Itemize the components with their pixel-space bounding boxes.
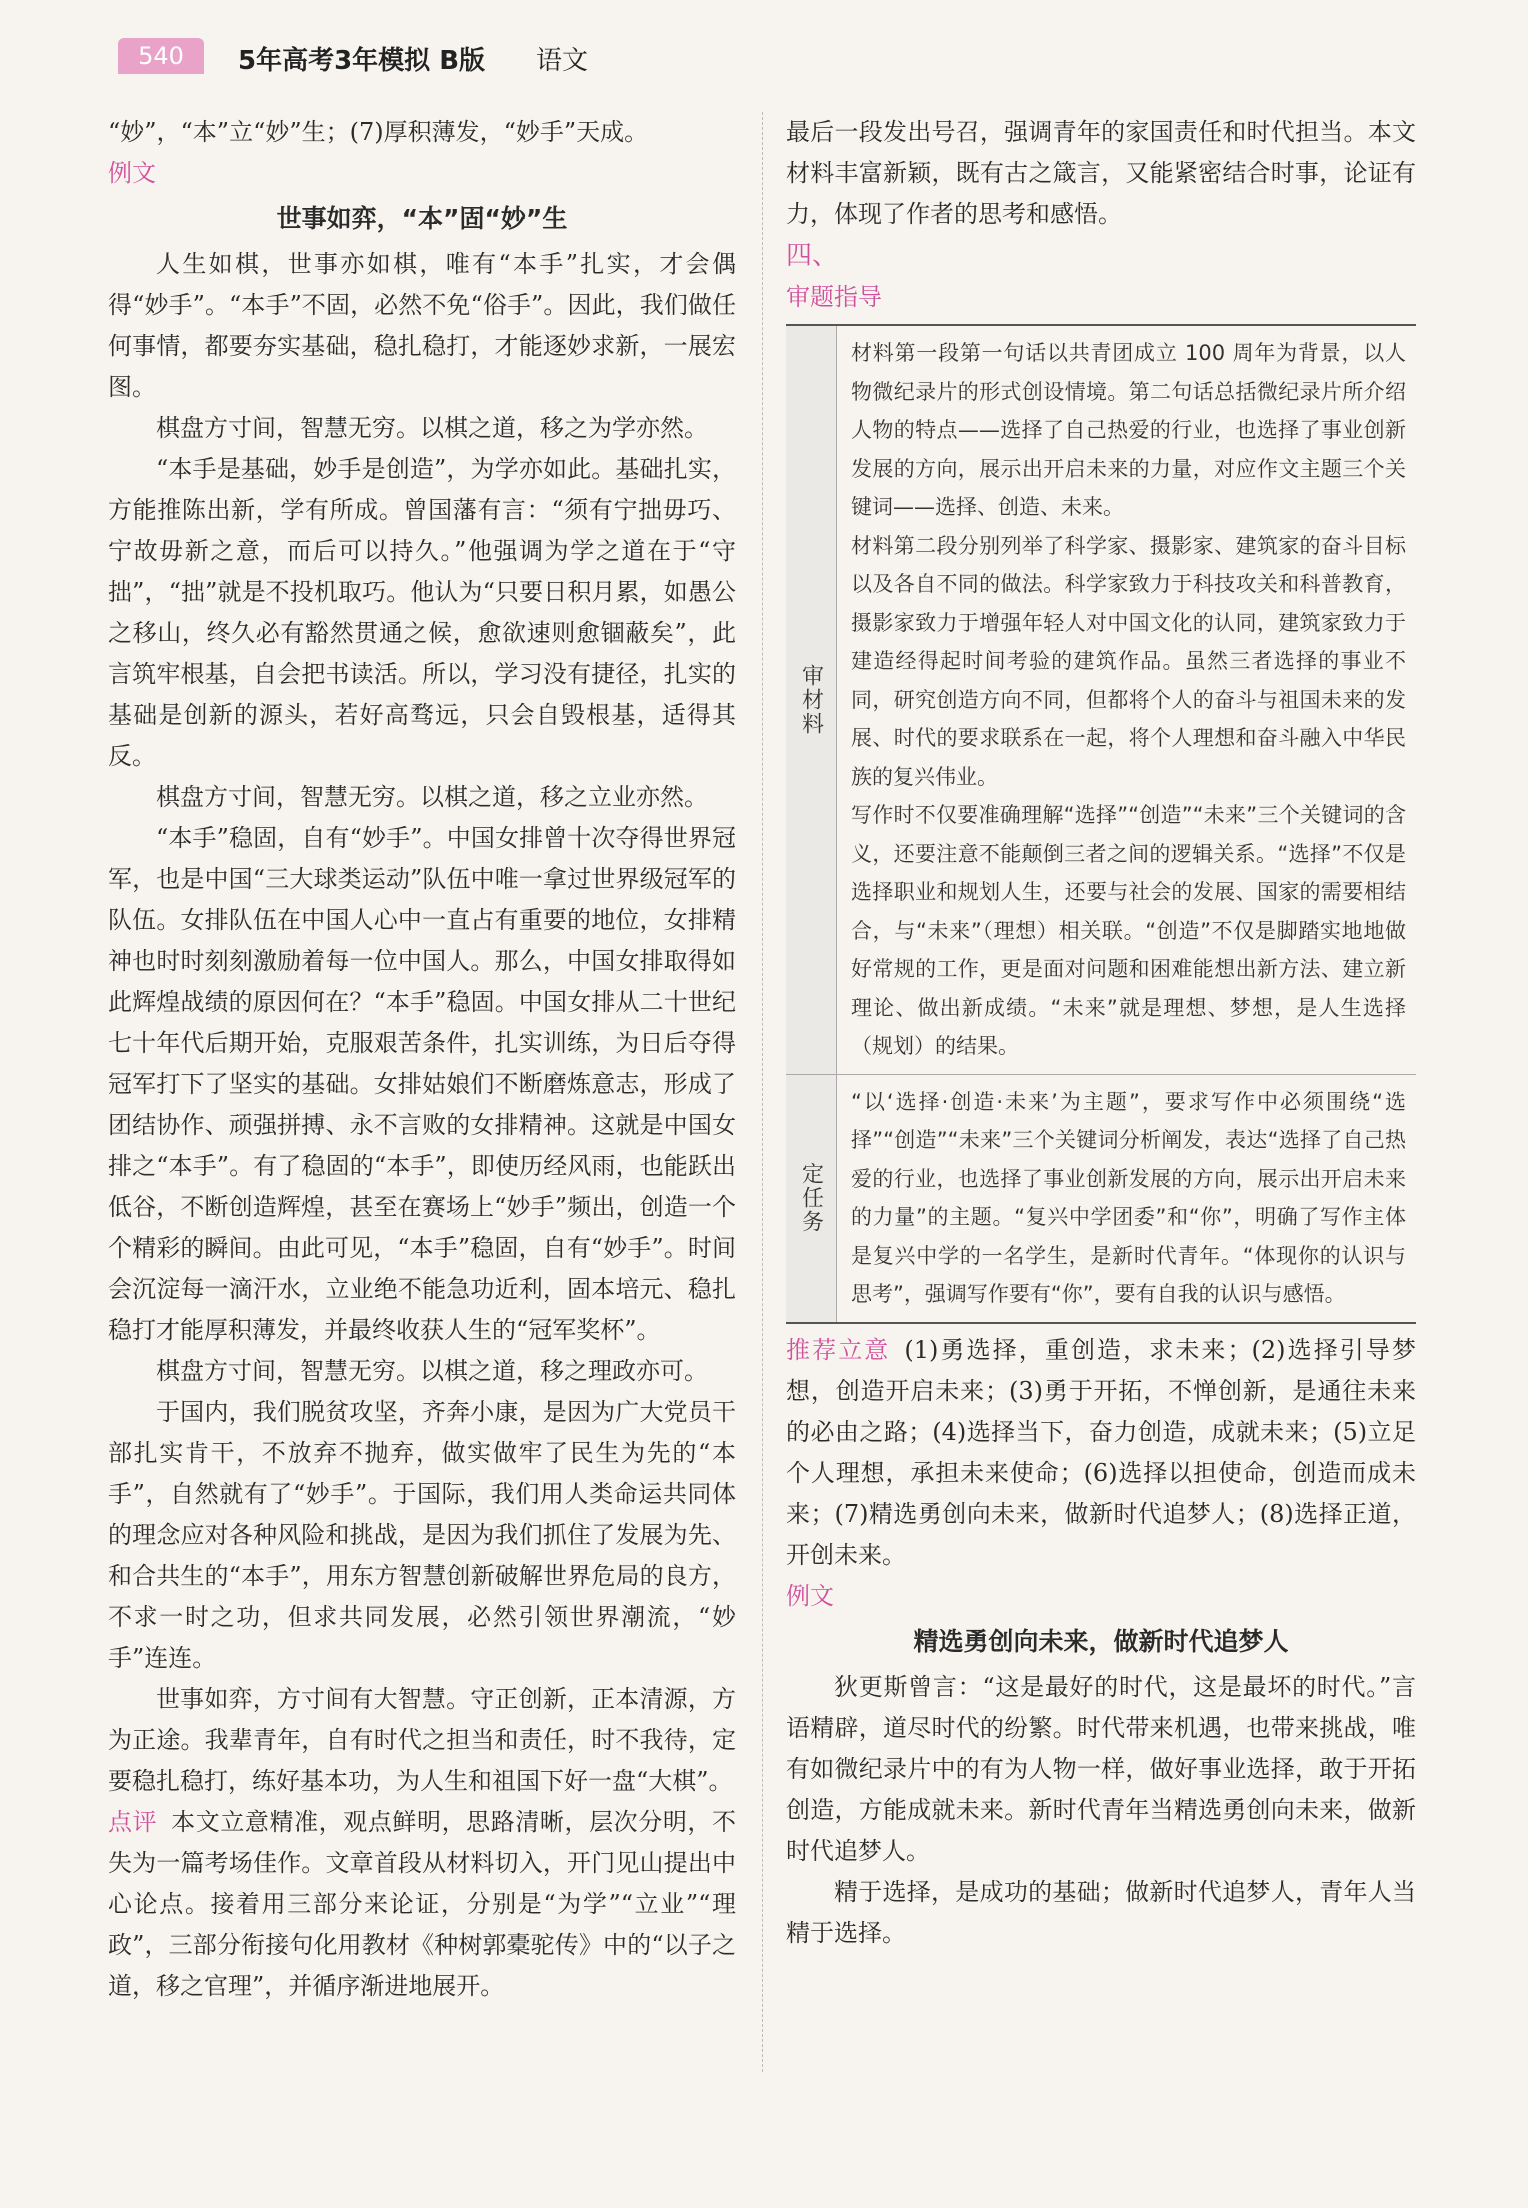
comment-continued: 最后一段发出号召，强调青年的家国责任和时代担当。本文材料丰富新颖，既有古之箴言，又能紧密结合时事，论证有力，体现了作者的思考和感悟。 xyxy=(786,118,1416,228)
essay-paragraph: 狄更斯曾言：“这是最好的时代，这是最坏的时代。”言语精辟，道尽时代的纷繁。时代带来机遇，也带来挑战，唯有如微纪录片中的有为人物一样，做好事业选择，敢于开拓创造，方能成就未来。新时代青年当精选勇创向未来，做新时代追梦人。 xyxy=(786,1672,1416,1865)
guide-body xyxy=(837,326,1416,1074)
comment-tag: 点评 xyxy=(108,1808,158,1836)
essay-paragraph: “本手是基础，妙手是创造”，为学亦如此。基础扎实，方能推陈出新，学有所成。曾国藩有言：“须有宁拙毋巧、宁故毋新之意，而后可以持久。”他强调为学之道在于“守拙”，“拙”就是不投机取巧。他认为“只要日积月累，如愚公之移山，终久必有豁然贯通之候，愈欲速则愈锢蔽矣”，此言筑牢根基，自会把书读活。所以，学习没有捷径，扎实的基础是创新的源头，若好高骛远，只会自毁根基，适得其反。 xyxy=(108,455,736,770)
comment-text: 本文立意精准，观点鲜明，思路清晰，层次分明，不失为一篇考场佳作。文章首段从材料切入，开门见山提出中心论点。接着用三部分来论证，分别是“为学”“立业”“理政”，三部分衔接句化用教材《种树郭橐驼传》中的“以子之道，移之官理”，并循序渐进地展开。 xyxy=(108,1808,737,2000)
essay-paragraph: 精于选择，是成功的基础；做新时代追梦人，青年人当精于选择。 xyxy=(786,1877,1416,1947)
essay-title: 世事如弈，“本”固“妙”生 xyxy=(276,204,568,233)
guide-table xyxy=(786,324,1416,1324)
essay-paragraph: 棋盘方寸间，智慧无穷。以棋之道，移之理政亦可。 xyxy=(156,1357,708,1385)
guide-row-material xyxy=(786,326,1416,1074)
essay-paragraph: 于国内，我们脱贫攻坚，齐奔小康，是因为广大党员干部扎实肯干，不放弃不抛弃，做实做牢了民生为先的“本手”，自然就有了“妙手”。于国际，我们用人类命运共同体的理念应对各种风险和挑战，是因为我们抓住了发展为先、和合共生的“本手”，用东方智慧创新破解世界危局的良方，不求一时之功，但求共同发展，必然引领世界潮流，“妙手”连连。 xyxy=(108,1398,736,1672)
guide-body xyxy=(837,1075,1416,1322)
page-header xyxy=(108,30,1428,86)
essay-paragraph: 棋盘方寸间，智慧无穷。以棋之道，移之立业亦然。 xyxy=(156,783,708,811)
page-number: 540 xyxy=(118,38,204,74)
guide-label: 审材料 xyxy=(786,326,837,1074)
recommend-tag: 推荐立意 xyxy=(786,1335,891,1364)
left-column xyxy=(108,112,736,2007)
intro-line: “妙”，“本”立“妙”生；(7)厚积薄发，“妙手”天成。 xyxy=(108,118,649,146)
guide-text: 材料第二段分别列举了科学家、摄影家、建筑家的奋斗目标以及各自不同的做法。科学家致力于科技攻关和科普教育，摄影家致力于增强年轻人对中国文化的认同，建筑家致力于建造经得起时间考验的建筑作品。虽然三者选择的事业不同，研究创造方向不同，但都将个人的奋斗与祖国未来的发展、时代的要求联系在一起，将个人理想和奋斗融入中华民族的复兴伟业。 xyxy=(851,533,1406,789)
guide-text: 材料第一段第一句话以共青团成立 100 周年为背景，以人物微纪录片的形式创设情境。第二句话总括微纪录片所介绍人物的特点——选择了自己热爱的行业，也选择了事业创新发展的方向，展示出开启未来的力量，对应作文主题三个关键词——选择、创造、未来。 xyxy=(851,341,1406,519)
essay-paragraph: 世事如弈，方寸间有大智慧。守正创新，正本清源，方为正途。我辈青年，自有时代之担当和责任，时不我待，定要稳扎稳打，练好基本功，为人生和祖国下好一盘“大棋”。 xyxy=(108,1685,736,1795)
recommend-paragraph xyxy=(786,1330,1416,1576)
guide-text: “以‘选择·创造·未来’为主题”，要求写作中必须围绕“选择”“创造”“未来”三个关键词分析阐发，表达“选择了自己热爱的行业，也选择了事业创新发展的方向，展示出开启未来的力量”的主题。“复兴中学团委”和“你”，明确了写作主体是复兴中学的一名学生，是新时代青年。“体现你的认识与思考”，强调写作要有“你”，要有自我的认识与感悟。 xyxy=(851,1089,1406,1306)
essay-paragraph: 人生如棋，世事亦如棋，唯有“本手”扎实，才会偶得“妙手”。“本手”不固，必然不免“俗手”。因此，我们做任何事情，都要夯实基础，稳扎稳打，才能逐妙求新，一展宏图。 xyxy=(108,250,736,401)
essay-paragraph: 棋盘方寸间，智慧无穷。以棋之道，移之为学亦然。 xyxy=(156,414,708,442)
example-tag: 例文 xyxy=(786,1581,834,1610)
section-number: 四、 xyxy=(786,241,839,271)
comment-paragraph xyxy=(108,1802,736,2007)
section-title: 审题指导 xyxy=(786,283,882,311)
guide-row-task xyxy=(786,1074,1416,1322)
guide-label: 定任务 xyxy=(786,1075,837,1322)
essay-paragraph: “本手”稳固，自有“妙手”。中国女排曾十次夺得世界冠军，也是中国“三大球类运动”队伍中唯一拿过世界级冠军的队伍。女排队伍在中国人心中一直占有重要的地位，女排精神也时时刻刻激励着每一位中国人。那么，中国女排取得如此辉煌战绩的原因何在？“本手”稳固。中国女排从二十世纪七十年代后期开始，克服艰苦条件，扎实训练，为日后夺得冠军打下了坚实的基础。女排姑娘们不断磨炼意志，形成了团结协作、顽强拼搏、永不言败的女排精神。这就是中国女排之“本手”。有了稳固的“本手”，即使历经风雨，也能跃出低谷，不断创造辉煌，甚至在赛场上“妙手”频出，创造一个个精彩的瞬间。由此可见，“本手”稳固，自有“妙手”。时间会沉淀每一滴汗水，立业绝不能急功近利，固本培元、稳扎稳打才能厚积薄发，并最终收获人生的“冠军奖杯”。 xyxy=(108,824,736,1344)
recommend-text: (1)勇选择，重创造，求未来；(2)选择引导梦想，创造开启未来；(3)勇于开拓，不惮创新，是通往未来的必由之路；(4)选择当下，奋力创造，成就未来；(5)立足个人理想，承担未来使命；(6)选择以担使命，创造而成未来；(7)精选勇创向未来，做新时代追梦人；(8)选择正道，开创未来。 xyxy=(786,1335,1417,1569)
subject-label: 语文 xyxy=(536,46,589,76)
right-column xyxy=(786,112,1416,1954)
guide-text: 写作时不仅要准确理解“选择”“创造”“未来”三个关键词的含义，还要注意不能颠倒三者之间的逻辑关系。“选择”不仅是选择职业和规划人生，还要与社会的发展、国家的需要相结合，与“未来”（理想）相关联。“创造”不仅是脚踏实地地做好常规的工作，更是面对问题和困难能想出新方法、建立新理论、做出新成绩。“未来”就是理想、梦想，是人生选择（规划）的结果。 xyxy=(851,803,1406,1058)
column-divider xyxy=(762,112,763,2072)
book-title: 5年高考3年模拟 B版 xyxy=(238,46,486,76)
example-tag: 例文 xyxy=(108,159,156,187)
essay-title: 精选勇创向未来，做新时代追梦人 xyxy=(913,1626,1289,1656)
